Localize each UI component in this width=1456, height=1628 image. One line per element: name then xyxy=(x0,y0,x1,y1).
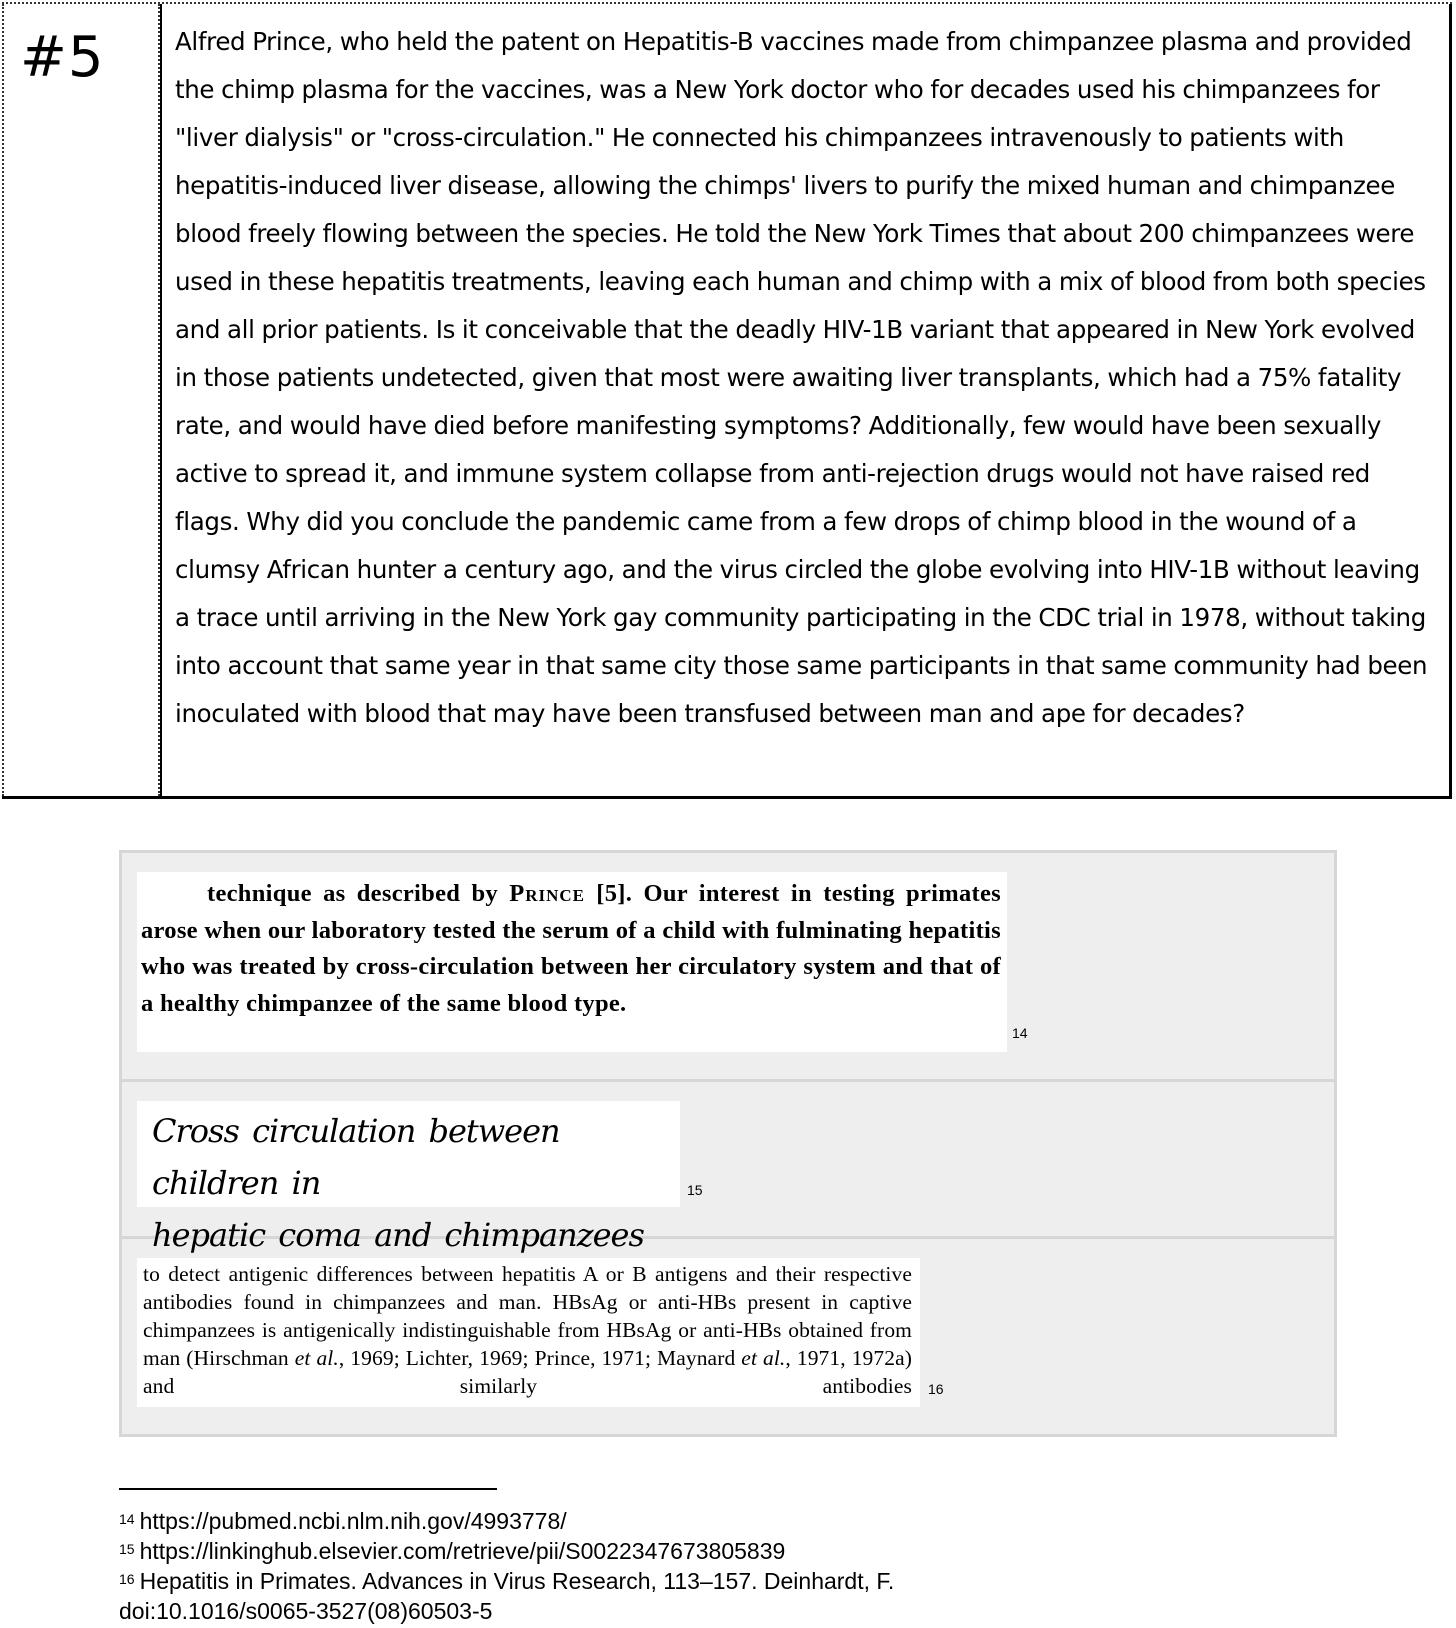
footnote-16-doi xyxy=(119,1596,1119,1626)
excerpt-row-3 xyxy=(122,1239,1334,1437)
excerpt-row-2 xyxy=(122,1082,1334,1254)
footnotes xyxy=(119,1506,1119,1626)
footnote-15 xyxy=(119,1536,1119,1566)
excerpt-2-title-line-2: hepatic coma and chimpanzees xyxy=(152,1216,644,1254)
excerpt-1-author: Prince xyxy=(509,880,585,907)
question-number-cell xyxy=(2,4,160,796)
excerpt-3-text-c: , 1971, 1972a) and similarly antibodies xyxy=(143,1346,912,1398)
question-text: Alfred Prince, who held the patent on Hepatitis-B vaccines made from chimpanzee plasma and provided the chimp plasma for the vaccines, was a New York doctor who for decades used his chimpanzees for "liver dialysis" or "cross-circulation." He connected his chimpanzees intravenously to patients with hepatitis-induced liver disease, allowing the chimps' livers to purify the mixed human and chimpanzee blood freely flowing between the species. He told the New York Times that about 200 chimpanzees were used in these hepatitis treatments, leaving each human and chimp with a mix of blood from both species and all prior patients. Is it conceivable that the deadly HIV-1B variant that appeared in New York evolved in those patients undetected, given that most were awaiting liver transplants, which had a 75% fatality rate, and would have died before manifesting symptoms? Additionally, few would have been sexually active to spread it, and immune system collapse from anti-rejection drugs would not have raised red flags. Why did you conclude the pandemic came from a few drops of chimp blood in the wound of a clumsy African hunter a century ago, and the virus circled the globe evolving into HIV-1B without leaving a trace until arriving in the New York gay community participating in the CDC trial in 1978, without taking into account that same year in that same city those same participants in that same community had been inoculated with blood that may have been transfused between man and ape for decades? xyxy=(175,27,1428,728)
footnote-number: 14 xyxy=(119,1511,135,1527)
excerpt-1-text-b: [5]. Our interest in testing primates arose when our laboratory tested the serum of a child with fulminating hepatitis who was treated by cross-circulation between her circulatory system and that of a healthy chimpanzee of the same blood type. xyxy=(141,880,1001,1017)
footnote-marker-16: 16 xyxy=(928,1381,944,1397)
question-number: #5 xyxy=(20,25,105,90)
excerpt-1-text-a: technique as described by xyxy=(207,880,510,907)
footnote-link[interactable]: https://linkinghub.elsevier.com/retrieve/pii/S0022347673805839 xyxy=(139,1538,786,1564)
footnote-separator xyxy=(119,1488,497,1490)
footnote-marker-14: 14 xyxy=(1012,1025,1028,1041)
footnote-marker-15: 15 xyxy=(687,1182,703,1198)
footnote-link[interactable]: https://pubmed.ncbi.nlm.nih.gov/4993778/ xyxy=(139,1508,567,1534)
excerpt-3-etal-2: et al. xyxy=(741,1346,786,1370)
excerpt-3-text-a: to detect antigenic differences between hepatitis A or B antigens and their respective antibodies found in chimpanzees and man. HBsAg or anti-HBs present in captive chimpanzees is antigenically indistinguishable from HBsAg or anti-HBs obtained from man (Hirschman xyxy=(143,1262,912,1370)
footnote-14 xyxy=(119,1506,1119,1536)
question-box xyxy=(2,2,1452,799)
footnote-number: 16 xyxy=(119,1571,135,1587)
excerpt-2-title-line-1: Cross circulation between children in xyxy=(152,1112,560,1202)
excerpt-clip-1 xyxy=(137,872,1007,1052)
footnote-16 xyxy=(119,1566,1119,1596)
footnote-number: 15 xyxy=(119,1541,135,1557)
excerpt-row-1 xyxy=(122,853,1334,1082)
excerpt-clip-2 xyxy=(137,1101,680,1254)
excerpts-panel xyxy=(119,850,1337,1437)
footnote-text: Hepatitis in Primates. Advances in Virus Research, 113–157. Deinhardt, F. xyxy=(139,1568,895,1594)
excerpt-clip-3 xyxy=(137,1258,920,1407)
excerpt-3-text-b: , 1969; Lichter, 1969; Prince, 1971; Maynard xyxy=(338,1346,742,1370)
question-text-cell xyxy=(160,4,1452,796)
excerpt-3-etal-1: et al. xyxy=(294,1346,339,1370)
footnote-doi: doi:10.1016/s0065-3527(08)60503-5 xyxy=(119,1598,493,1624)
